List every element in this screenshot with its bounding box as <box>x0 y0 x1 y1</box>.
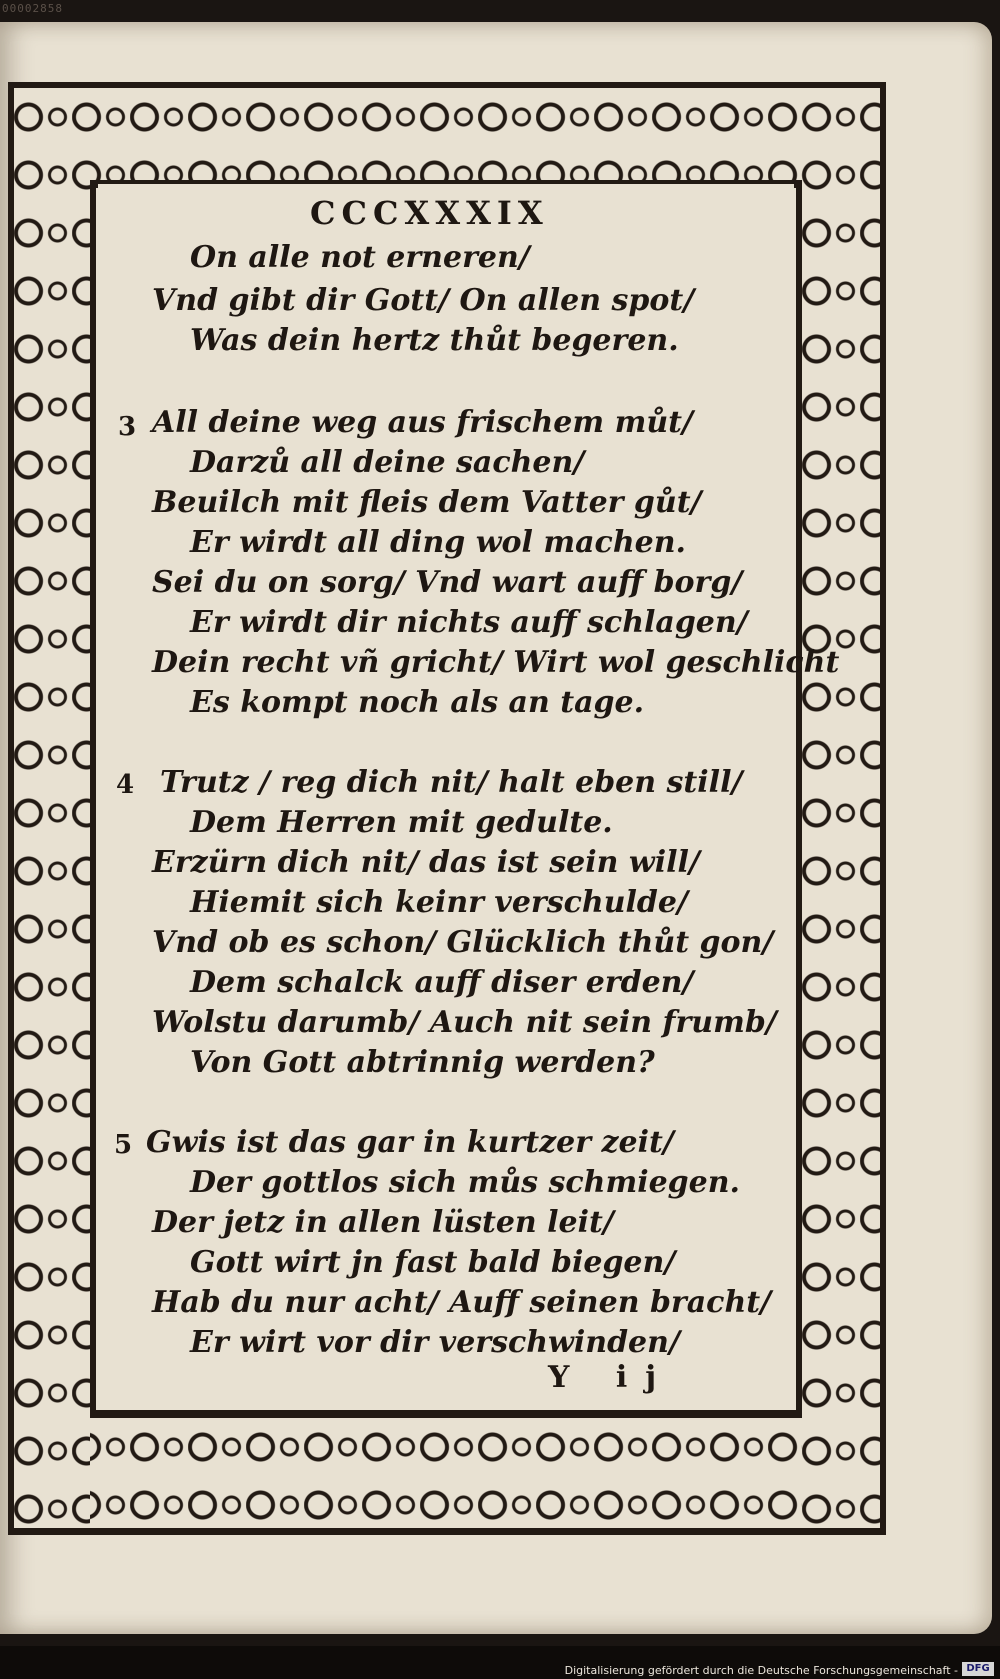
dfg-logo: DFG <box>962 1662 994 1676</box>
verse-line: Darzů all deine sachen/ <box>190 445 585 480</box>
verse-line: Erzürn dich nit/ das ist sein will/ <box>152 845 700 880</box>
verse-line: Der jetz in allen lüsten leit/ <box>152 1205 614 1240</box>
verse-line: Was dein hertz thůt begeren. <box>190 323 679 358</box>
verse-line: Dem Herren mit gedulte. <box>190 805 613 840</box>
verse-line: Gwis ist das gar in kurtzer zeit/ <box>146 1125 674 1160</box>
scroll-ornament-bottom <box>14 1418 880 1528</box>
scroll-ornament-left <box>14 88 90 1528</box>
verse-line: Vnd ob es schon/ Glücklich thůt gon/ <box>152 925 774 960</box>
signature-mark: Y ij <box>548 1360 675 1395</box>
verse-line: Er wirdt all ding wol machen. <box>190 525 686 560</box>
scan-id: 00002858 <box>2 2 63 15</box>
verse-line: Dem schalck auff diser erden/ <box>190 965 694 1000</box>
verse-line: Gott wirt jn fast bald biegen/ <box>190 1245 676 1280</box>
scroll-ornament-right <box>802 88 880 1528</box>
verse-line: Von Gott abtrinnig werden? <box>190 1045 655 1080</box>
verse-line: Es kompt noch als an tage. <box>190 685 645 720</box>
verse-number: 4 <box>116 770 135 800</box>
verse-line: Der gottlos sich můs schmiegen. <box>190 1165 741 1200</box>
verse-line: Sei du on sorg/ Vnd wart auff borg/ <box>152 565 743 600</box>
verse-line: Dein recht vñ gricht/ Wirt wol geschlicht <box>152 645 840 680</box>
scroll-ornament-top <box>14 88 880 180</box>
folio-number: CCCXXXIX <box>310 194 549 232</box>
verse-line: On alle not erneren/ <box>190 240 530 275</box>
verse-line: Er wirdt dir nichts auff schlagen/ <box>190 605 748 640</box>
verse-line: Vnd gibt dir Gott/ On allen spot/ <box>152 283 695 318</box>
verse-number: 3 <box>118 412 137 442</box>
footer-credit: Digitalisierung gefördert durch die Deutsche Forschungsgemeinschaft - <box>564 1664 958 1677</box>
verse-line: Beuilch mit fleis dem Vatter gůt/ <box>152 485 702 520</box>
verse-line: All deine weg aus frischem můt/ <box>152 405 693 440</box>
verse-line: Er wirt vor dir verschwinden/ <box>190 1325 680 1360</box>
verse-line: Trutz / reg dich nit/ halt eben still/ <box>160 765 743 800</box>
verse-number: 5 <box>114 1130 133 1160</box>
verse-line: Hab du nur acht/ Auff seinen bracht/ <box>152 1285 772 1320</box>
verse-line: Hiemit sich keinr verschulde/ <box>190 885 688 920</box>
verse-line: Wolstu darumb/ Auch nit sein frumb/ <box>152 1005 777 1040</box>
